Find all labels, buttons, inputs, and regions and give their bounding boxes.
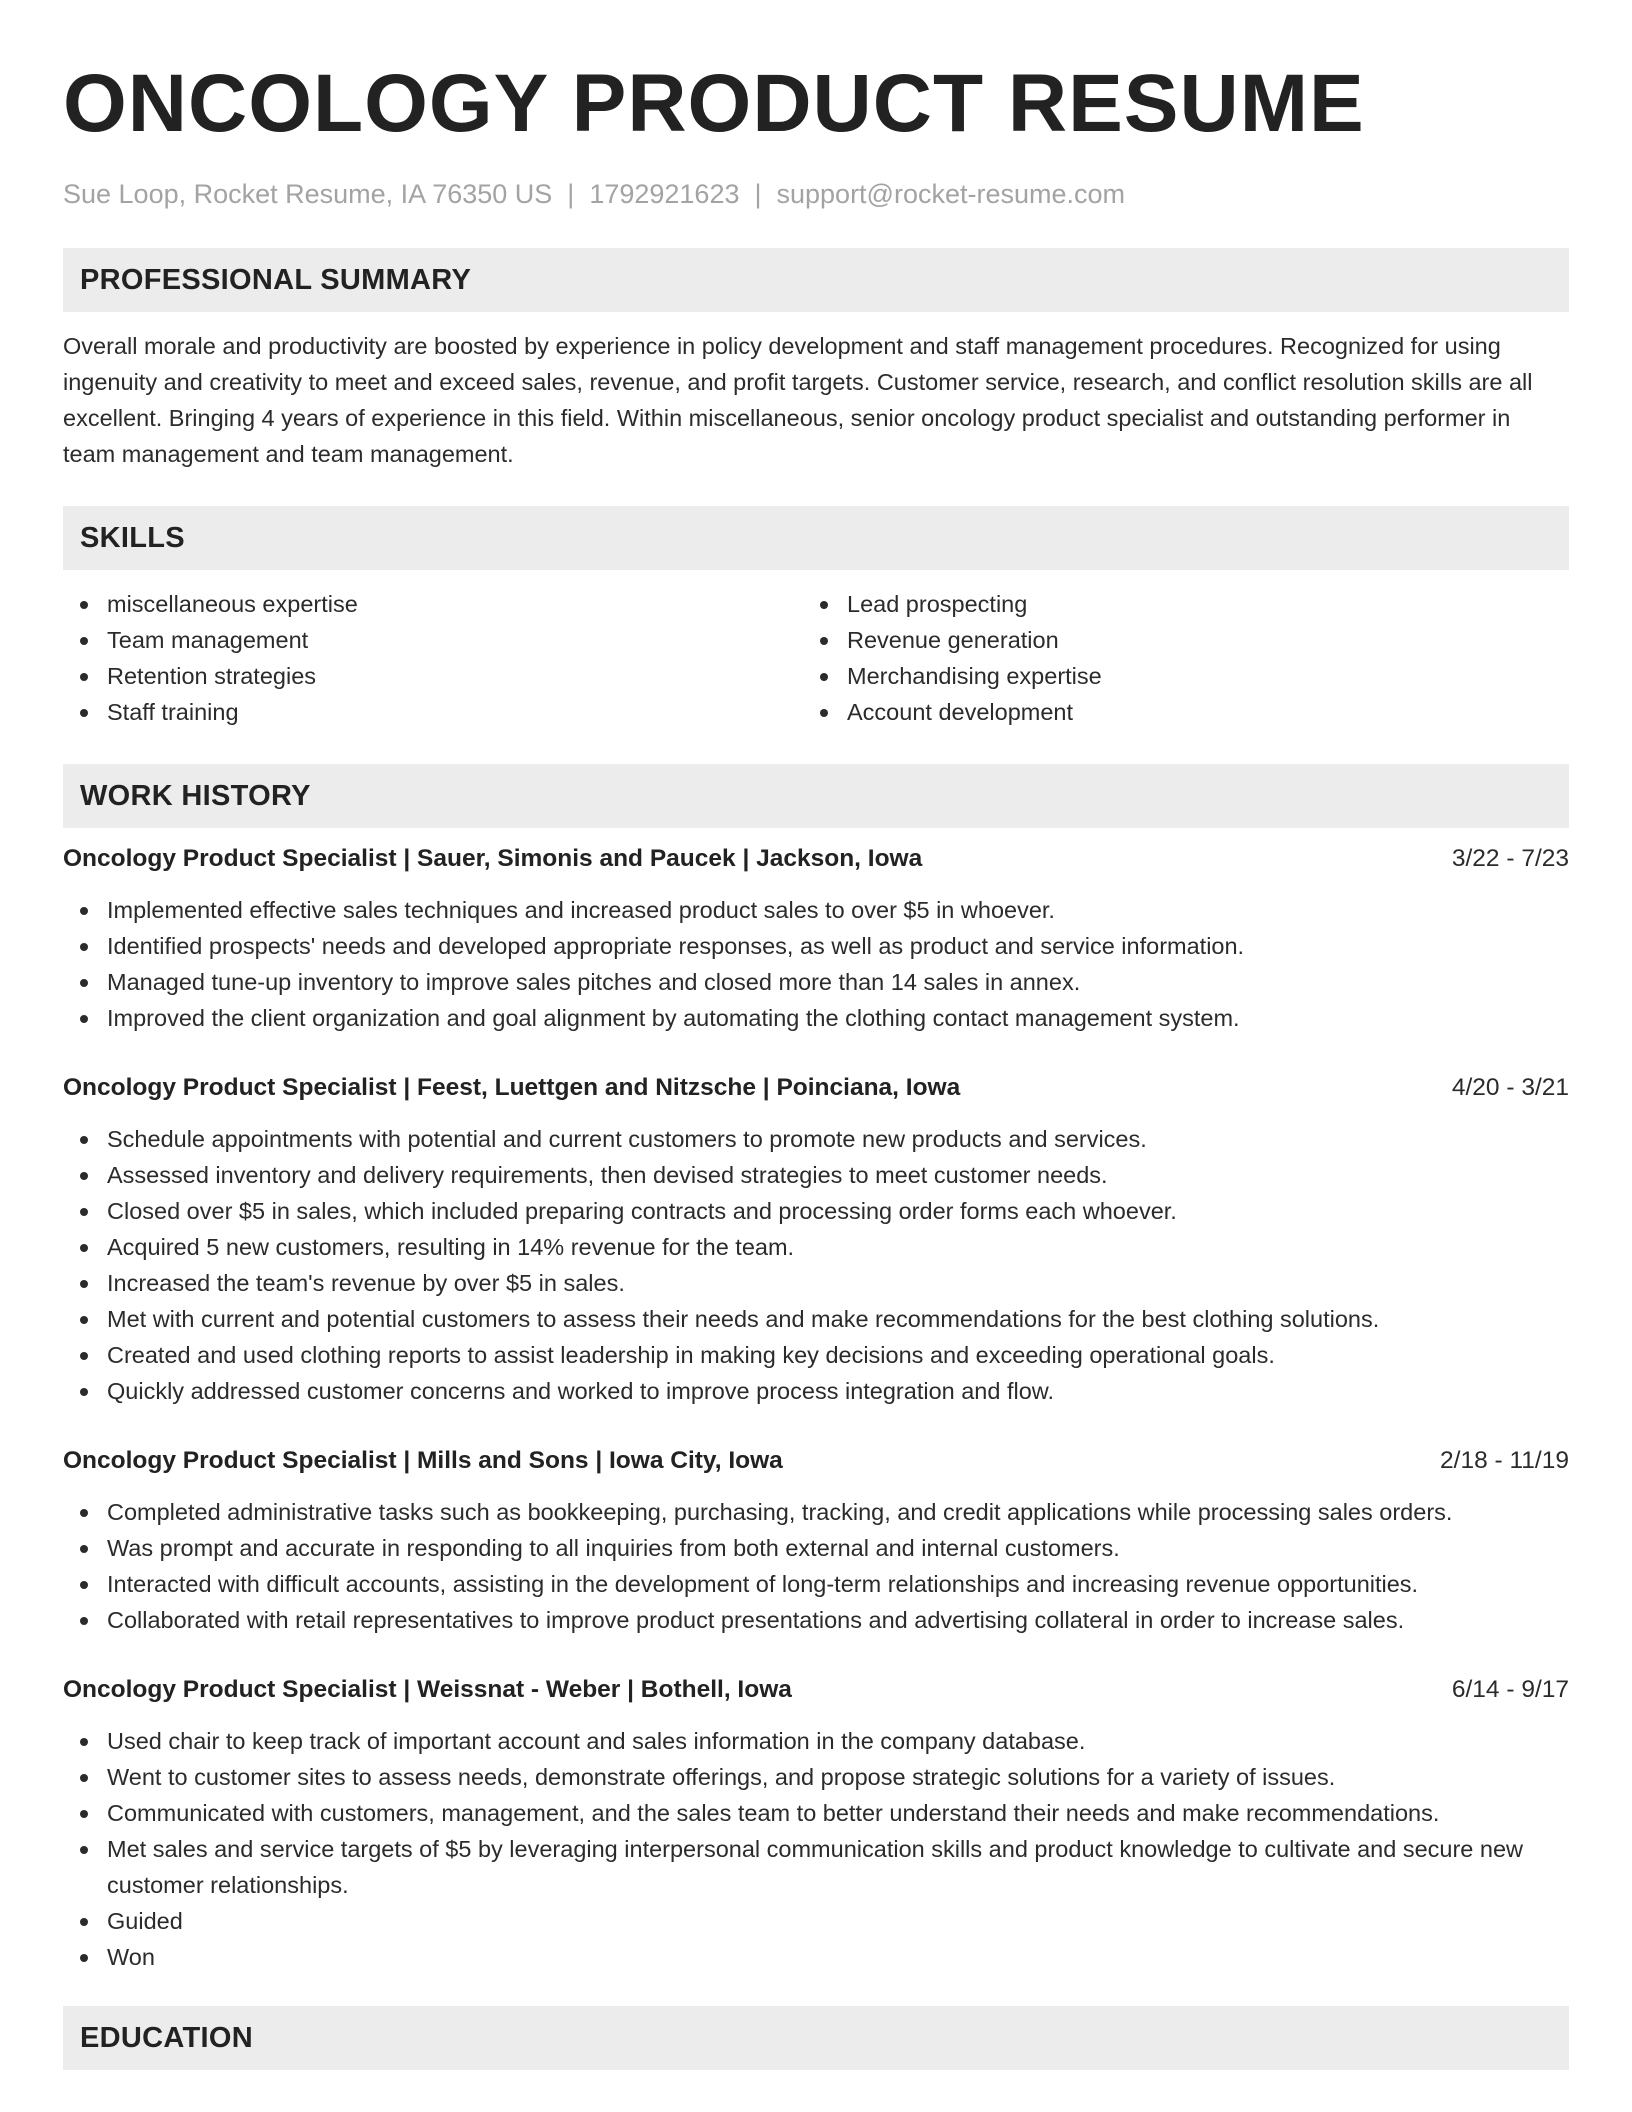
job-entry [63,1672,1569,1975]
job-entry [63,1443,1569,1638]
skill-item: Revenue generation [803,622,1543,658]
job-bullet: Used chair to keep track of important account and sales information in the company database. [63,1723,1569,1759]
section-header-education [63,2006,1569,2070]
job-bullet: Closed over $5 in sales, which included preparing contracts and processing order forms each whoever. [63,1193,1569,1229]
job-bullet: Was prompt and accurate in responding to all inquiries from both external and internal customers. [63,1530,1569,1566]
job-heading-row [63,1443,1569,1479]
job-heading-row [63,1672,1569,1708]
job-heading: Oncology Product Specialist | Mills and Sons | Iowa City, Iowa [63,1447,783,1474]
job-bullet: Guided [63,1903,1569,1939]
job-bullet: Managed tune-up inventory to improve sales pitches and closed more than 14 sales in annex. [63,964,1569,1000]
section-header-work-history [63,764,1569,828]
contact-separator: | [567,179,575,209]
job-bullet: Met with current and potential customers to assess their needs and make recommendations for the best clothing solutions. [63,1301,1569,1337]
professional-summary-text: Overall morale and productivity are boosted by experience in policy development and staff management procedures. Recognized for using ingenuity and creativity to meet and exceed sales, revenue, and profit targets. Customer service, research, and conflict resolution skills are all excellent. Bringing 4 years of experience in this field. Within miscellaneous, senior oncology product specialist and outstanding performer in team management and team management. [63,333,1533,467]
skill-item: Team management [63,622,803,658]
job-bullet: Interacted with difficult accounts, assisting in the development of long-term relationships and increasing revenue opportunities. [63,1566,1569,1602]
skill-item: Staff training [63,694,803,730]
job-dates: 4/20 - 3/21 [1451,1074,1569,1101]
job-heading-row [63,1070,1569,1106]
job-entry [63,1070,1569,1409]
job-heading-row [63,841,1569,877]
job-dates: 6/14 - 9/17 [1451,1676,1569,1703]
work-history-list [63,841,1569,1975]
job-bullet: Implemented effective sales techniques and increased product sales to over $5 in whoever. [63,892,1569,928]
job-heading: Oncology Product Specialist | Weissnat - Weber | Bothell, Iowa [63,1676,792,1703]
section-title: SKILLS [80,521,185,554]
job-bullet: Assessed inventory and delivery requirements, then devised strategies to meet customer needs. [63,1157,1569,1193]
job-bullet-list [63,1723,1569,1975]
job-bullet: Increased the team's revenue by over $5 in sales. [63,1265,1569,1301]
contact-phone: 1792921623 [589,179,740,209]
job-bullet: Met sales and service targets of $5 by leveraging interpersonal communication skills and product knowledge to cultivate and secure new customer relationships. [63,1831,1569,1903]
skill-item: Account development [803,694,1543,730]
job-bullet: Identified prospects' needs and developed appropriate responses, as well as product and service information. [63,928,1569,964]
job-bullet: Acquired 5 new customers, resulting in 14% revenue for the team. [63,1229,1569,1265]
section-title: PROFESSIONAL SUMMARY [80,263,472,296]
job-bullet-list [63,892,1569,1036]
skill-item: Merchandising expertise [803,658,1543,694]
resume-title: ONCOLOGY PRODUCT RESUME [63,58,1365,149]
skill-item: Retention strategies [63,658,803,694]
job-dates: 2/18 - 11/19 [1440,1447,1569,1474]
skill-item: miscellaneous expertise [63,586,803,622]
job-bullet-list [63,1121,1569,1409]
job-heading: Oncology Product Specialist | Feest, Luettgen and Nitzsche | Poinciana, Iowa [63,1074,961,1101]
section-header-skills [63,506,1569,570]
job-bullet: Communicated with customers, management, and the sales team to better understand their needs and make recommendations. [63,1795,1569,1831]
contact-line [63,178,1569,210]
skill-item: Lead prospecting [803,586,1543,622]
section-title: WORK HISTORY [80,779,311,812]
skills-column-left [63,586,803,730]
skills-list [63,586,1569,730]
job-bullet: Improved the client organization and goal alignment by automating the clothing contact management system. [63,1000,1569,1036]
job-bullet: Won [63,1939,1569,1975]
contact-address: Sue Loop, Rocket Resume, IA 76350 US [63,179,553,209]
job-bullet: Collaborated with retail representatives to improve product presentations and advertising collateral in order to increase sales. [63,1602,1569,1638]
skills-column-right [803,586,1543,730]
job-heading: Oncology Product Specialist | Sauer, Simonis and Paucek | Jackson, Iowa [63,845,923,872]
job-bullet: Completed administrative tasks such as bookkeeping, purchasing, tracking, and credit applications while processing sales orders. [63,1494,1569,1530]
section-header-summary [63,248,1569,312]
job-entry [63,841,1569,1036]
job-bullet: Schedule appointments with potential and current customers to promote new products and services. [63,1121,1569,1157]
job-dates: 3/22 - 7/23 [1451,845,1569,872]
job-bullet: Went to customer sites to assess needs, demonstrate offerings, and propose strategic solutions for a variety of issues. [63,1759,1569,1795]
job-bullet: Created and used clothing reports to assist leadership in making key decisions and exceeding operational goals. [63,1337,1569,1373]
job-bullet-list [63,1494,1569,1638]
section-title: EDUCATION [80,2021,253,2054]
contact-separator: | [754,179,762,209]
contact-email[interactable]: support@rocket-resume.com [776,179,1126,209]
job-bullet: Quickly addressed customer concerns and worked to improve process integration and flow. [63,1373,1569,1409]
